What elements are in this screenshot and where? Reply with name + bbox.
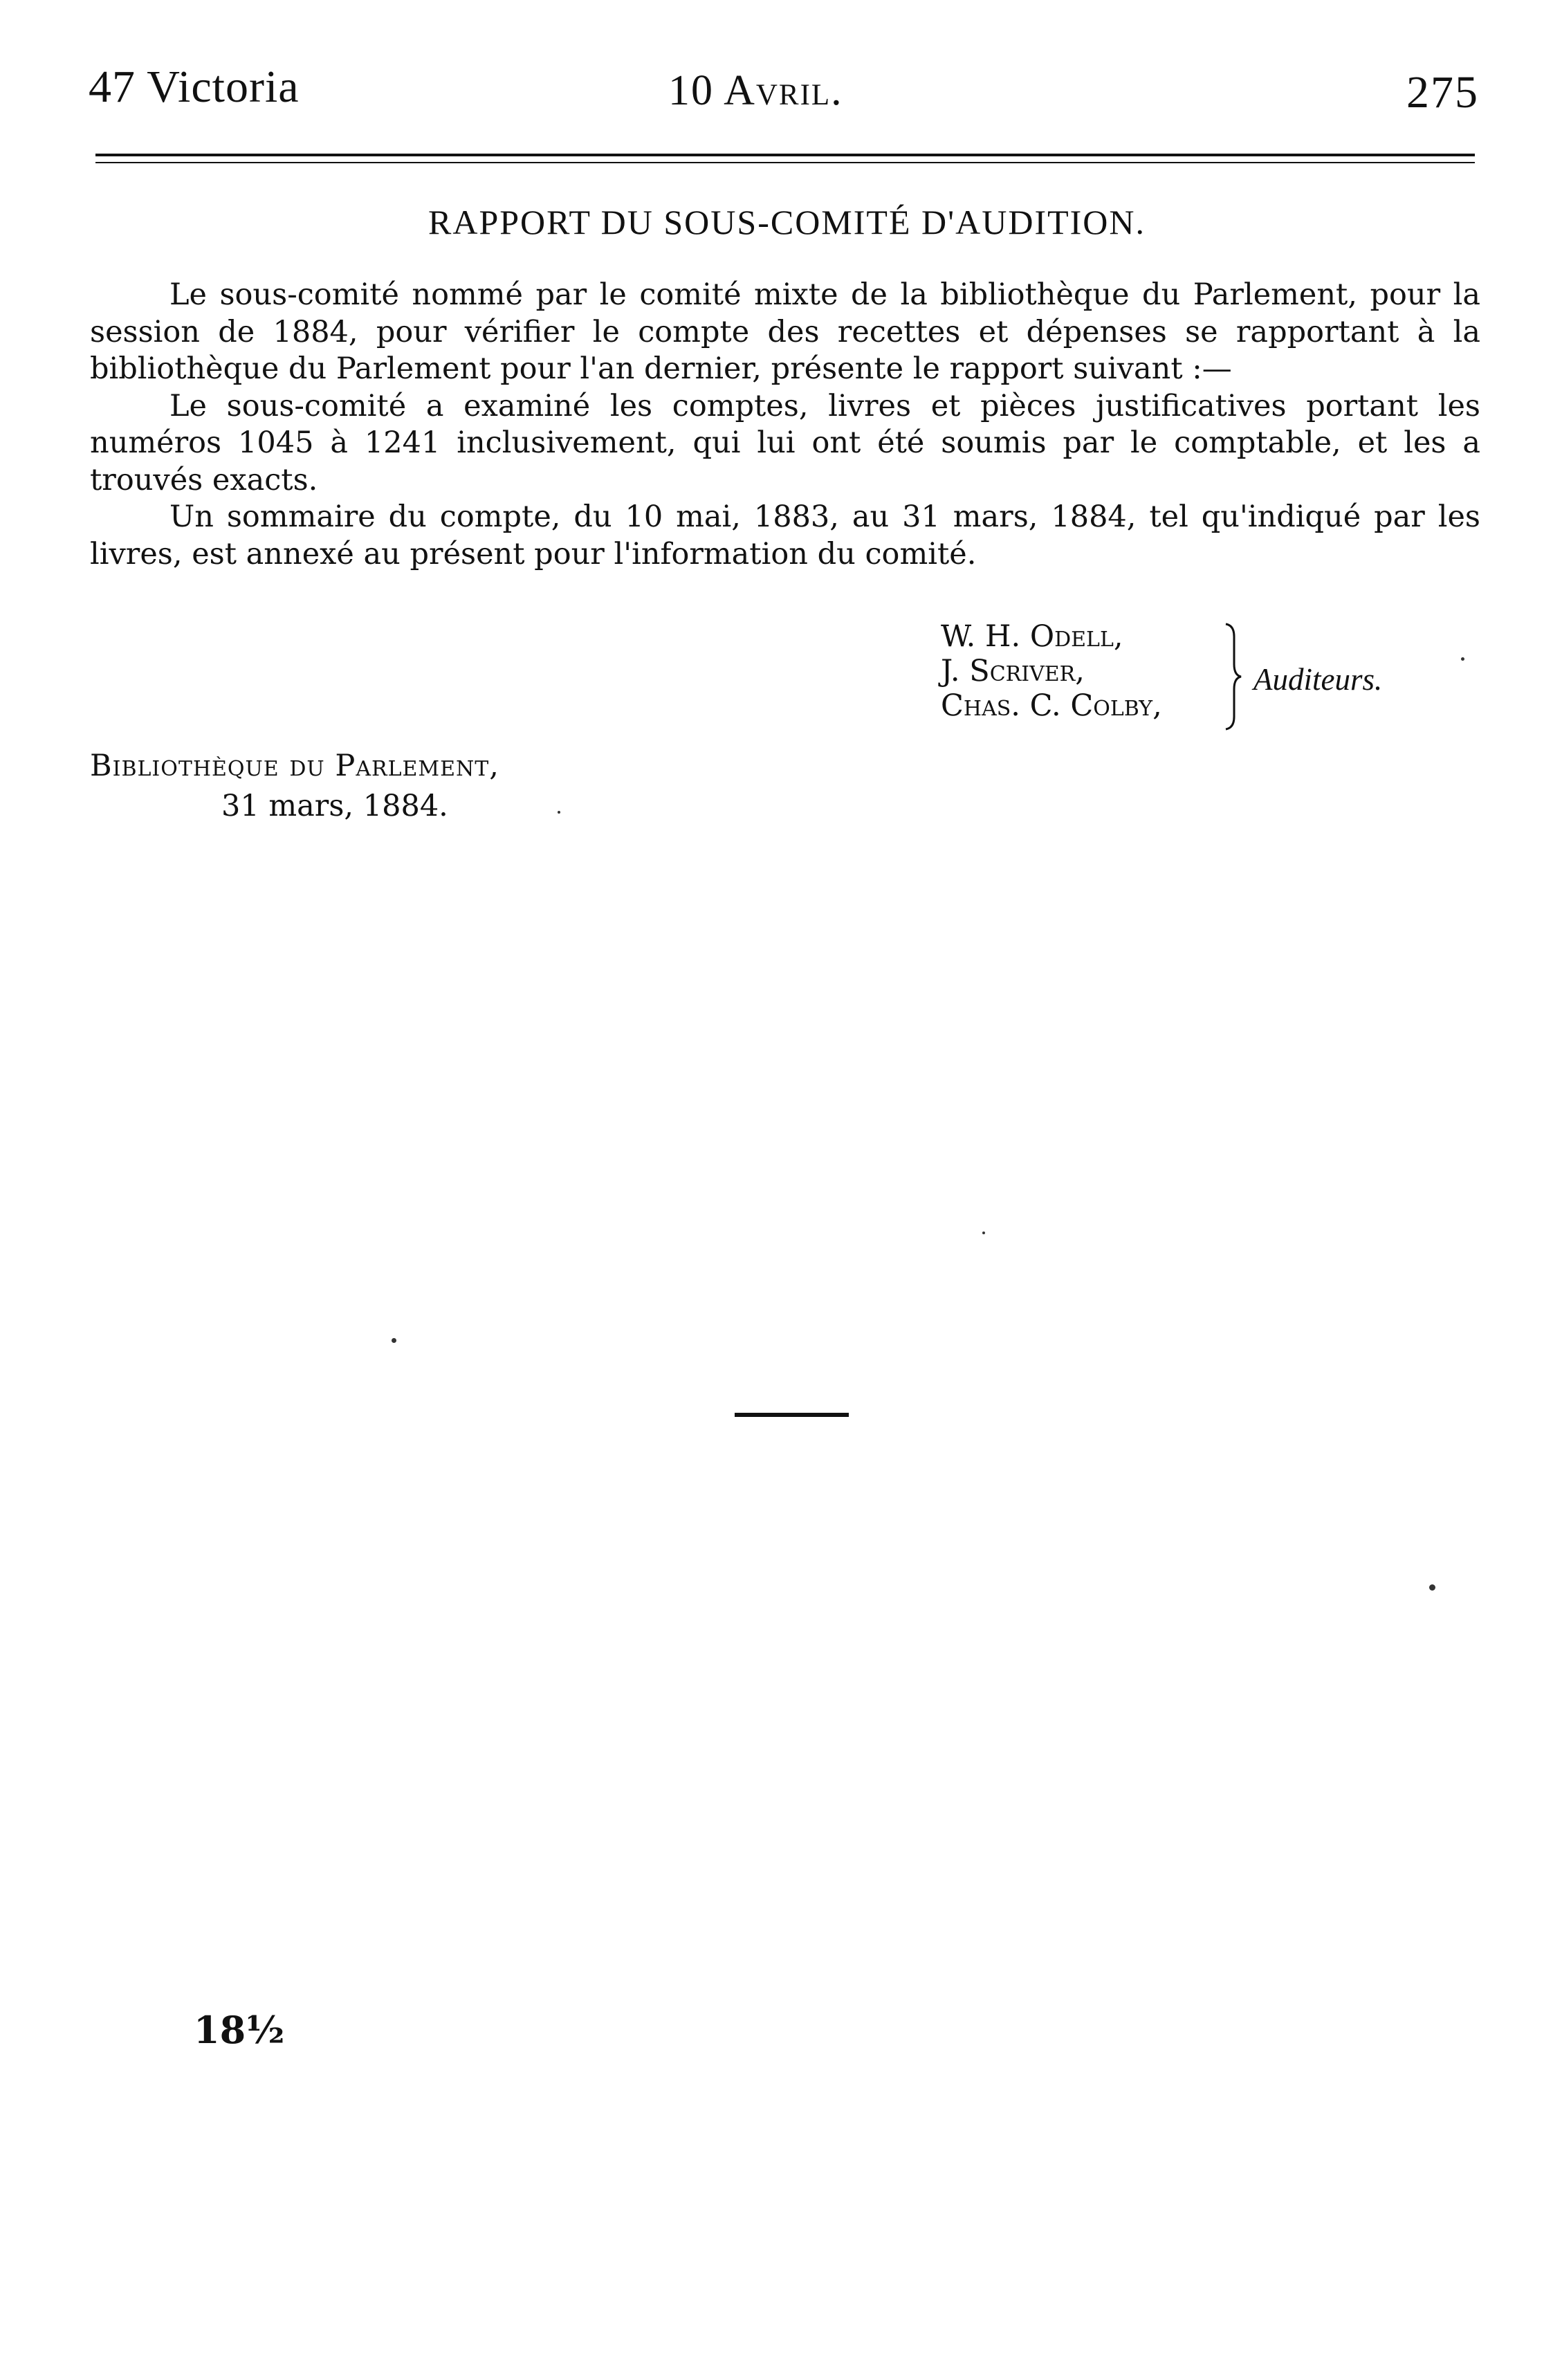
print-speck (982, 1232, 985, 1234)
sheet-signature-mark: 18½ (194, 2008, 285, 2052)
signatory-odell: W. H. Odell, (941, 619, 1123, 654)
right-brace-icon (1223, 621, 1242, 732)
header-date: 10 Avril. (668, 67, 843, 114)
report-body (90, 277, 1480, 573)
section-separator (735, 1413, 849, 1417)
signatory-scriver: J. Scriver, (941, 654, 1085, 688)
date-line: 31 mars, 1884. (221, 789, 448, 823)
print-speck (558, 811, 560, 814)
page-number: 275 (1406, 67, 1479, 118)
header-double-rule (95, 154, 1475, 163)
report-title: RAPPORT DU SOUS-COMITÉ D'AUDITION. (428, 203, 1146, 241)
header-session: 47 Victoria (89, 62, 300, 112)
print-speck (392, 1338, 396, 1343)
print-speck (1461, 657, 1464, 661)
print-speck (1429, 1584, 1435, 1591)
running-head (89, 61, 1479, 123)
signatory-colby: Chas. C. Colby, (941, 688, 1162, 723)
paragraph-examination: Le sous-comité a examiné les comptes, livres et pièces justificatives portant les numéros 1045 à 1241 inclusivement, qui lui ont été soumis par le comptable, et les a trouvés exacts. (90, 388, 1480, 497)
paragraph-intro: Le sous-comité nommé par le comité mixte de la bibliothèque du Parlement, pour la session de 1884, pour vérifier le compte des recettes et dépenses se rapportant à la bibliothèque du Parlement pour l'an dernier, présente le rapport suivant :— (90, 277, 1480, 386)
place-line: Bibliothèque du Parlement, (90, 749, 499, 783)
paragraph-summary: Un sommaire du compte, du 10 mai, 1883, au 31 mars, 1884, tel qu'indiqué par les livres, est annexé au présent pour l'information du comité. (90, 500, 1480, 571)
signatory-list (941, 619, 1162, 723)
auditors-role: Auditeurs. (1253, 662, 1383, 697)
